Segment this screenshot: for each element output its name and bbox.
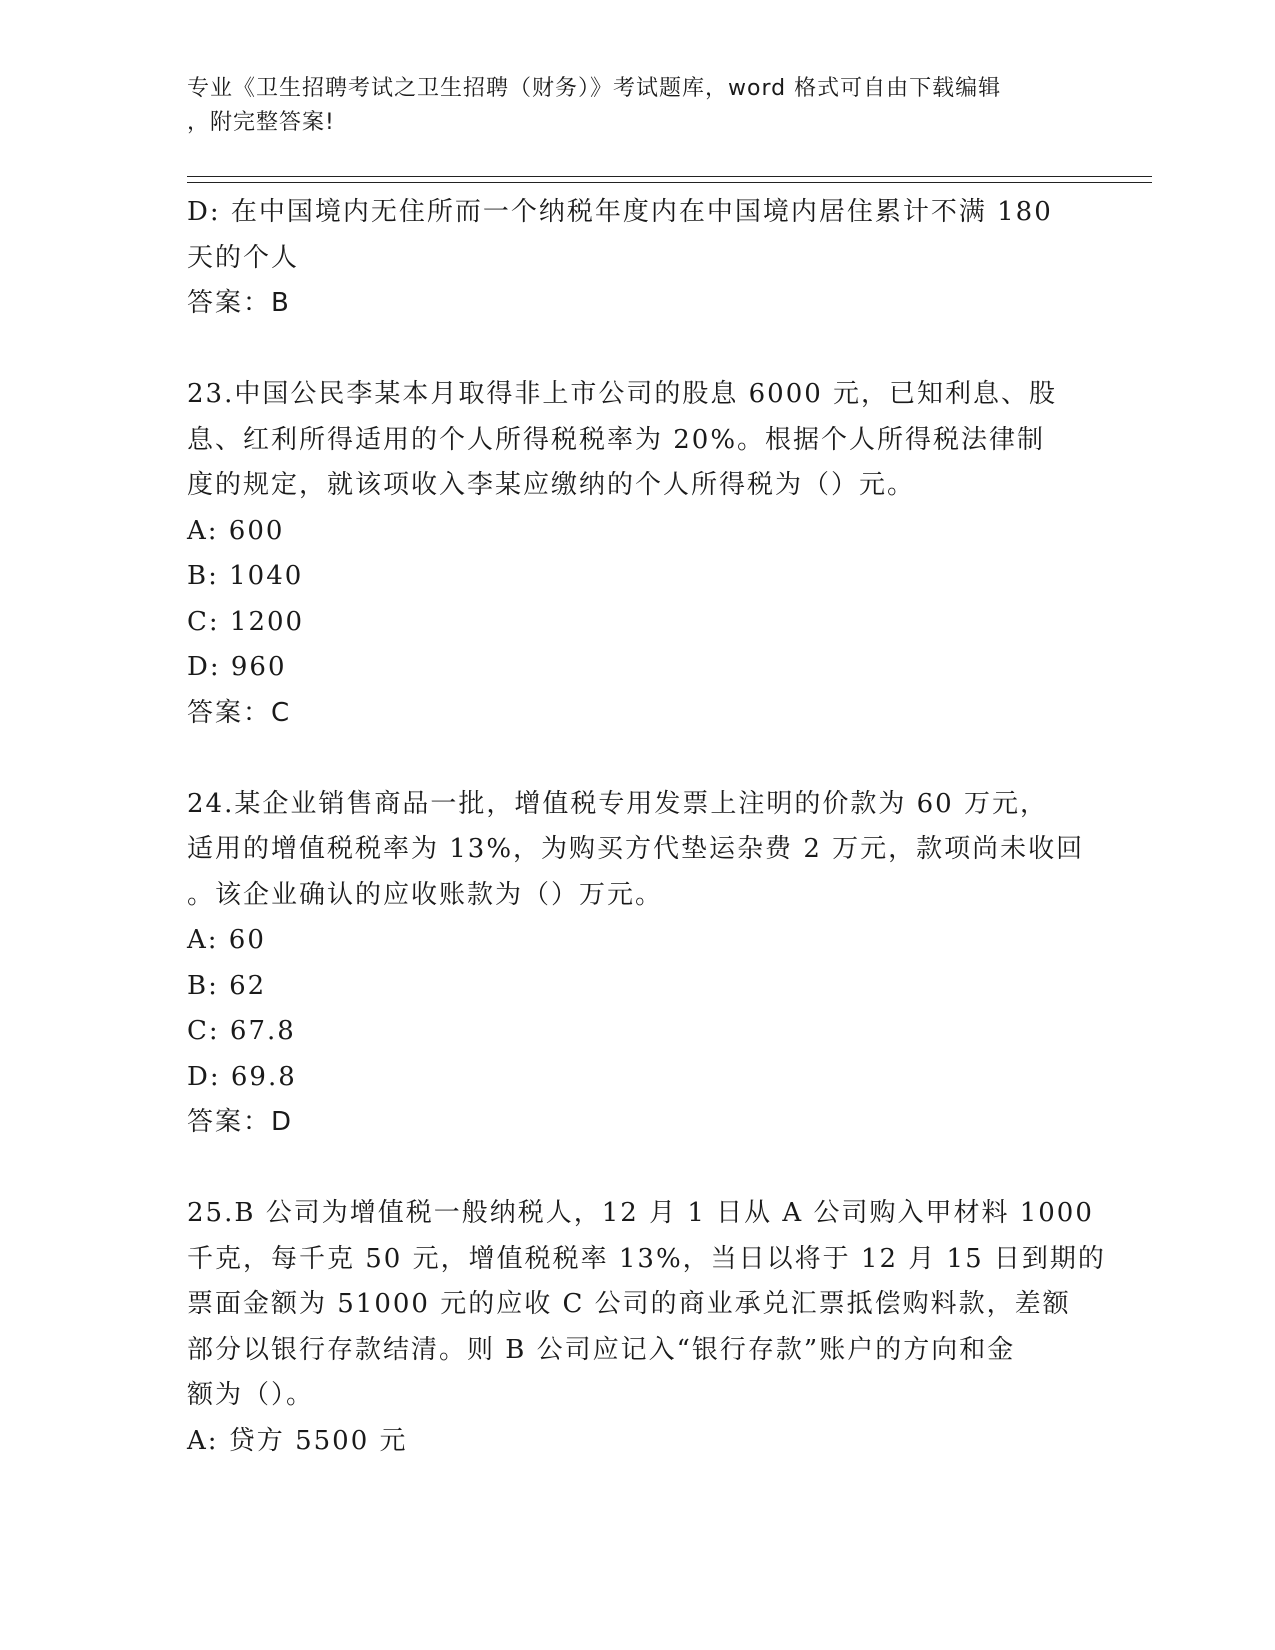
question-23-option-b: B: 1040: [187, 561, 304, 591]
option-d: D: 在中国境内无住所而一个纳税年度内在中国境内居住累计不满 180: [187, 197, 1053, 227]
question-24-option-b: B: 62: [187, 970, 267, 1001]
question-23-answer: 答案：C: [187, 697, 292, 728]
question-25-stem-line-3: 票面金额为 51000 元的应收 C 公司的商业承兑汇票抵偿购料款，差额: [187, 1289, 1071, 1319]
question-25-stem-line-5: 额为（）。: [187, 1380, 315, 1410]
option-d-continued: 天的个人: [187, 242, 300, 273]
header-line-1: 专业《卫生招聘考试之卫生招聘（财务）》考试题库，word 格式可自由下载编辑: [187, 76, 1002, 101]
question-23-option-a: A: 600: [187, 515, 285, 546]
question-content: [187, 190, 1106, 1464]
spacer: [187, 736, 1087, 782]
question-23-option-c: C: 1200: [187, 606, 305, 637]
question-23-stem-line-1: 23.中国公民李某本月取得非上市公司的股息 6000 元，已知利息、股: [187, 379, 1058, 409]
question-23-option-d: D: 960: [187, 652, 287, 682]
question-23: [187, 372, 1087, 736]
answer-label: 答案：B: [187, 288, 291, 318]
question-24-stem-line-1: 24.某企业销售商品一批，增值税专用发票上注明的价款为 60 万元，: [187, 788, 1048, 819]
question-24-stem-line-3: 。该企业确认的应收账款为（）万元。: [187, 879, 664, 910]
spacer: [187, 1146, 1087, 1192]
question-24-answer: 答案：D: [187, 1107, 294, 1137]
question-25-stem-line-4: 部分以银行存款结清。则 B 公司应记入“银行存款”账户的方向和金: [187, 1334, 1016, 1365]
spacer: [187, 327, 1087, 373]
question-23-stem-line-3: 度的规定，就该项收入李某应缴纳的个人所得税为（）元。: [187, 470, 916, 500]
document-header: [187, 72, 1067, 140]
question-24: [187, 782, 1087, 1146]
header-line-2: ，附完整答案!: [187, 110, 335, 135]
header-divider-top: [187, 176, 1152, 177]
question-24-option-d: D: 69.8: [187, 1061, 297, 1092]
question-25-stem-line-1: 25.B 公司为增值税一般纳税人，12 月 1 日从 A 公司购入甲材料 1000: [187, 1198, 1094, 1228]
question-25: [187, 1191, 1106, 1464]
previous-question-tail: [187, 190, 1087, 327]
question-24-stem-line-2: 适用的增值税税率为 13%，为购买方代垫运杂费 2 万元，款项尚未收回: [187, 834, 1085, 864]
question-25-stem-line-2: 千克，每千克 50 元，增值税税率 13%，当日以将于 12 月 15 日到期的: [187, 1243, 1106, 1274]
header-divider-bottom: [187, 182, 1152, 183]
question-25-option-a: A: 贷方 5500 元: [187, 1425, 408, 1456]
question-24-option-c: C: 67.8: [187, 1016, 296, 1046]
question-24-option-a: A: 60: [187, 925, 266, 955]
question-23-stem-line-2: 息、红利所得适用的个人所得税税率为 20%。根据个人所得税法律制: [187, 424, 1046, 455]
